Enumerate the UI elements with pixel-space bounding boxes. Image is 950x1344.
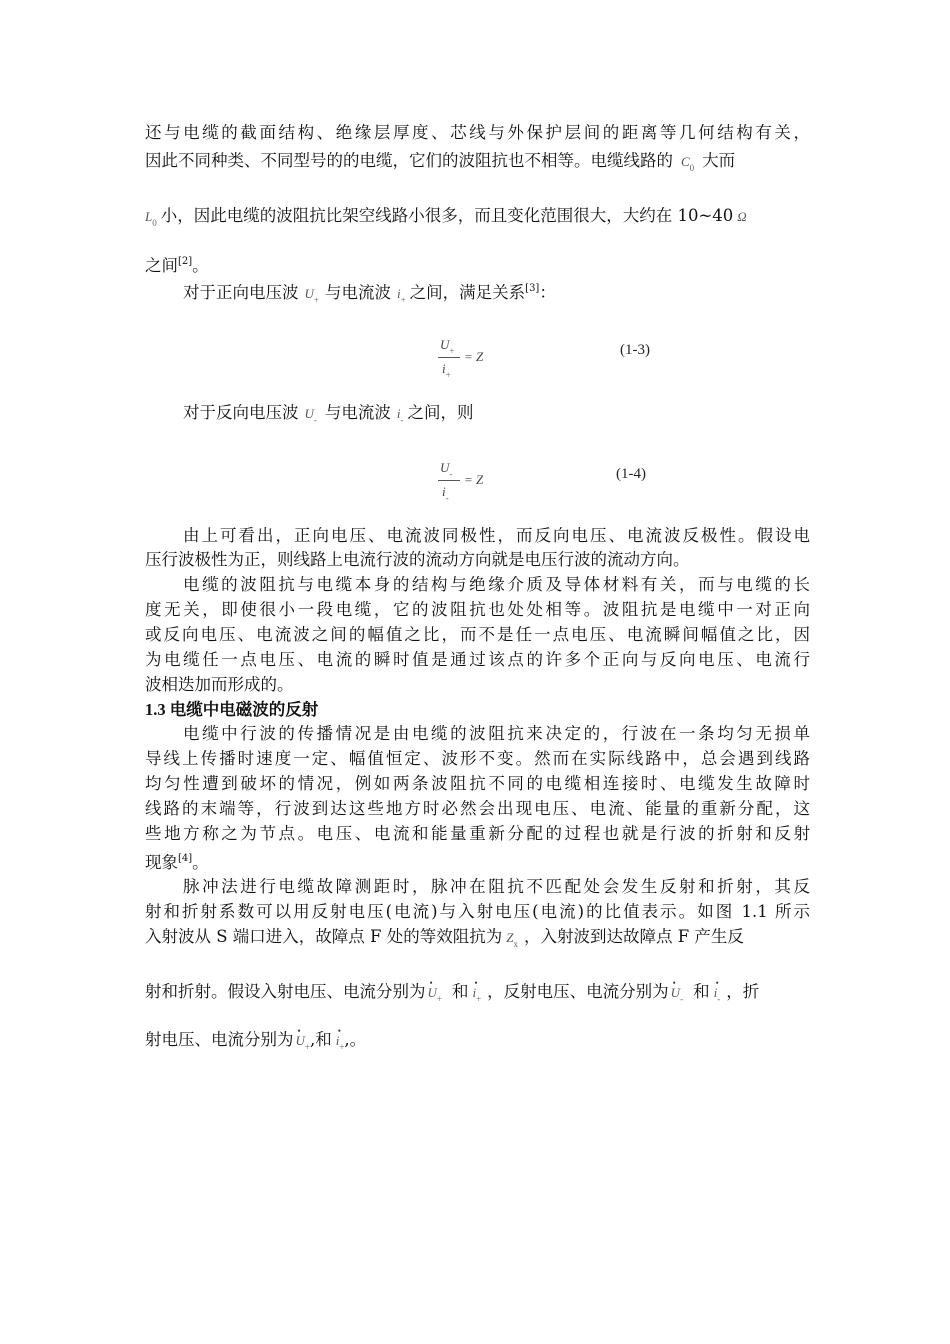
text-line: 电缆中行波的传播情况是由电缆的波阻抗来决定的，行波在一条均匀无损单 xyxy=(183,724,810,743)
eq-numerator: $U_-$ xyxy=(440,460,453,479)
text-line: 之间[2]。 xyxy=(145,256,209,275)
eq-rhs: = Z xyxy=(464,349,484,364)
text-line: 均匀性遭到破坏的情况，例如两条波阻抗不同的电缆相连接时、电缆发生故障时 xyxy=(145,774,810,793)
text-line: 对于反向电压波 $U_-$ 与电流波 $i_-$ 之间，则 xyxy=(183,403,474,425)
text-line: 或反向电压、电流波之间的幅值之比，而不是任一点电压、电流瞬间幅值之比，因 xyxy=(145,625,810,644)
text-line: 些地方称之为节点。电压、电流和能量重新分配的过程也就是行波的折射和反射 xyxy=(145,824,810,843)
text-line: 还与电缆的截面结构、绝缘层厚度、芯线与外保护层间的距离等几何结构有关， xyxy=(145,123,810,142)
text-line: $L_0$ 小，因此电缆的波阻抗比架空线路小很多，而且变化范围很大，大约在 10~40 Ω xyxy=(145,206,747,228)
text-line: 为电缆任一点电压、电流的瞬时值是通过该点的许多个正向与反向电压、电流行 xyxy=(145,650,810,669)
math-symbol: • $i_+$ xyxy=(336,1029,345,1059)
text-line: 电缆的波阻抗与电缆本身的结构与绝缘介质及导体材料有关，而与电缆的长 xyxy=(183,575,810,594)
math-symbol: $U_-$ xyxy=(304,406,317,425)
text-line: 现象[4]。 xyxy=(145,853,209,872)
math-symbol: • $U_+$ xyxy=(428,981,442,1011)
math-symbol: $i_+$ xyxy=(396,286,406,305)
math-symbol: $U_+$ xyxy=(304,286,319,305)
math-symbol: $C_0$ xyxy=(681,154,695,173)
fraction-bar xyxy=(438,480,460,481)
text-line: 射电压、电流分别为• $U_+$,和• $i_+$,。 xyxy=(145,1028,810,1059)
equation-number: (1-4) xyxy=(616,466,646,482)
text-line: 波相迭加而形成的。 xyxy=(145,675,294,694)
text-line: 因此不同种类、不同型号的的电缆，它们的波阻抗也不相等。电缆线路的 $C_0$ 大而 xyxy=(145,151,736,173)
math-symbol: $L_0$ xyxy=(145,209,157,228)
math-symbol: • $i_+$ xyxy=(472,981,481,1011)
text-line: 脉冲法进行电缆故障测距时，脉冲在阻抗不匹配处会发生反射和折射，其反 xyxy=(183,877,810,896)
text-line: 导线上传播时速度一定、幅值恒定、波形不变。然而在实际线路中，总会遇到线路 xyxy=(145,749,810,768)
equation-1-4 xyxy=(436,460,516,510)
math-symbol: • $i_-$ xyxy=(714,981,721,1011)
section-heading: 1.3 电缆中电磁波的反射 xyxy=(145,700,319,719)
eq-rhs: = Z xyxy=(464,472,484,487)
text-line: 压行波极性为正，则线路上电流行波的流动方向就是电压行波的流动方向。 xyxy=(145,550,690,569)
math-symbol: • $U_+$ xyxy=(296,1029,310,1059)
text-line: 射和折射系数可以用反射电压(电流)与入射电压(电流)的比值表示。如图 1.1 所示 xyxy=(145,902,810,921)
citation: [2] xyxy=(178,256,193,267)
eq-denominator: $i_-$ xyxy=(442,484,449,503)
text-line: 由上可看出，正向电压、电流波同极性，而反向电压、电流波反极性。假设电 xyxy=(183,526,810,545)
eq-denominator: $i_+$ xyxy=(442,361,451,380)
text-line: 对于正向电压波 $U_+$ 与电流波 $i_+$ 之间，满足关系[3]： xyxy=(183,283,556,305)
citation: [4] xyxy=(178,853,193,864)
eq-numerator: $U_+$ xyxy=(440,337,455,356)
math-symbol: $i_-$ xyxy=(396,406,404,425)
equation-1-3 xyxy=(436,337,516,387)
fraction-bar xyxy=(438,357,460,358)
math-symbol: • $U_-$ xyxy=(671,981,683,1011)
text-line: 射和折射。假设入射电压、电流分别为• $U_+$ 和• $i_+$ ，反射电压、电流分别为• $U_-$ 和• $i_-$ ，折 xyxy=(145,980,810,1011)
citation: [3] xyxy=(525,283,540,294)
text-line: 度无关，即使很小一段电缆，它的波阻抗也处处相等。波阻抗是电缆中一对正向 xyxy=(145,600,810,619)
math-symbol: $Z_x$ xyxy=(506,930,518,949)
text-line: 入射波从 S 端口进入，故障点 F 处的等效阻抗为 $Z_x$ ，入射波到达故障点 F 产生反 xyxy=(145,927,744,949)
text-line: 线路的末端等，行波到达这些地方时必然会出现电压、电流、能量的重新分配，这 xyxy=(145,799,810,818)
math-symbol: Ω xyxy=(737,209,747,224)
equation-number: (1-3) xyxy=(620,342,650,358)
